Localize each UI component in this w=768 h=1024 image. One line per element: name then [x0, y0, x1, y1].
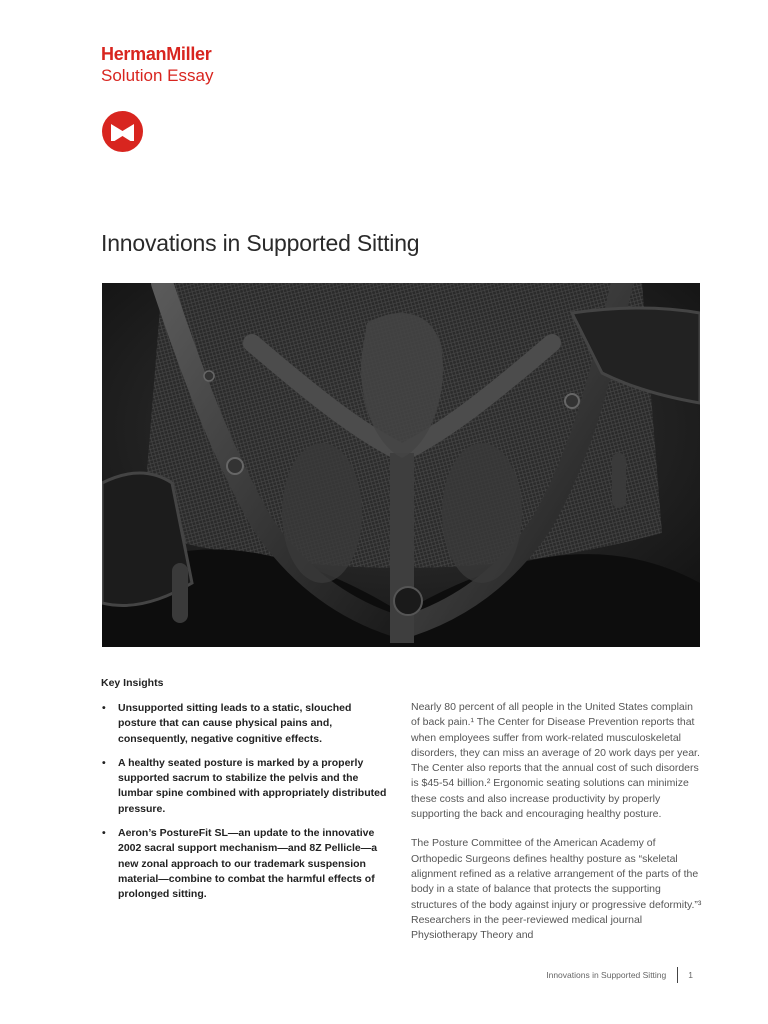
body-paragraph: Nearly 80 percent of all people in the United States complain of back pain.¹ The Center for Disease Prevention reports that when employees suffer from work-related musculoskeletal disorders, they can miss an average of 20 work days per year. The Center also reports that the annual cost of such disorders is $45-54 billion.² Ergonomic seating solutions can minimize these costs and also increase productivity by properly supporting the back and encouraging healthy posture. — [411, 701, 700, 821]
brand-subtitle: Solution Essay — [101, 66, 214, 85]
key-insight-item — [101, 701, 391, 747]
key-insights-heading: Key Insights — [101, 677, 164, 689]
key-insight-text: Aeron’s PostureFit SL—an update to the innovative 2002 sacral support mechanism—and 8Z Pellicle—a new zonal approach to our trademark suspension material—combine to combat the harmful effects of prolonged sitting. — [118, 827, 378, 901]
key-insights-list — [101, 701, 391, 903]
body-paragraph: The Posture Committee of the American Academy of Orthopedic Surgeons defines healthy posture as “skeletal alignment refined as a relative arrangement of the parts of the body in a state of balance that protects the supporting structures of the body against injury or progressive deformity.”³ Researchers in the peer-reviewed medical journal Physiotherapy Theory and — [411, 837, 702, 942]
footer-running-title: Innovations in Supported Sitting — [546, 970, 667, 980]
page-number: 1 — [688, 970, 693, 980]
key-insight-text: A healthy seated posture is marked by a properly supported sacrum to stabilize the pelvis and the lumbar spine combined with appropriately distributed pressure. — [118, 756, 387, 815]
footer-divider — [677, 967, 678, 983]
key-insight-item — [101, 756, 391, 817]
bullet-icon: • — [102, 702, 106, 714]
brand-name: HermanMiller — [101, 44, 212, 64]
herman-miller-logo-icon — [102, 111, 143, 152]
key-insight-text: Unsupported sitting leads to a static, slouched posture that can cause physical pains and, consequently, negative cognitive effects. — [118, 702, 352, 745]
hero-image-chair-back — [102, 283, 700, 647]
page-footer — [546, 967, 693, 983]
body-text-column — [411, 700, 703, 957]
key-insights-column — [101, 677, 391, 912]
bullet-icon: • — [102, 827, 106, 840]
key-insight-item — [101, 826, 391, 902]
brand-header — [101, 44, 213, 87]
document-title: Innovations in Supported Sitting — [101, 230, 420, 256]
bullet-icon: • — [102, 756, 106, 769]
